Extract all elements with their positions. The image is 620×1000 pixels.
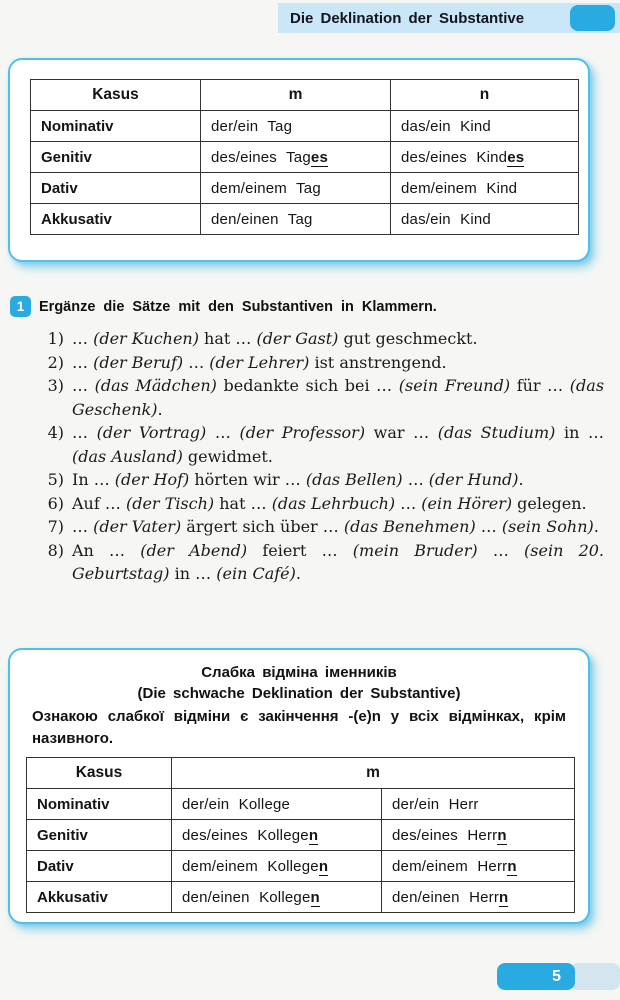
weak-declension-table-body xyxy=(27,789,575,913)
ending-highlight: n xyxy=(310,888,320,906)
chapter-header xyxy=(278,3,620,33)
declension-cell: der/ein Herr xyxy=(382,789,575,820)
strong-declension-table xyxy=(30,79,579,235)
kasus-cell: Genitiv xyxy=(27,820,172,851)
column-header-m: m xyxy=(172,758,575,789)
kasus-cell: Akkusativ xyxy=(27,882,172,913)
infobox-body-text: Ознакою слабкої відміни є закінчення -(e)n у всіх відмінках, крім називного. xyxy=(32,708,566,747)
page-number: 5 xyxy=(552,968,561,985)
infobox-title-ukrainian: Слабка відміна іменників xyxy=(201,664,397,681)
exercise-item: 2) … (der Beruf) … (der Lehrer) ist anstrengend. xyxy=(42,351,604,375)
item-number: 6) xyxy=(47,493,64,513)
column-header-n: n xyxy=(391,80,579,111)
strong-declension-table-body xyxy=(31,111,579,235)
declension-cell: dem/einem Tag xyxy=(201,173,391,204)
ending-highlight: n xyxy=(308,826,319,844)
ending-highlight: n xyxy=(497,826,507,844)
declension-cell: dem/einem Kind xyxy=(391,173,579,204)
exercise-item: 3) … (das Mädchen) bedankte sich bei … (sein Freund) für … (das Geschenk). xyxy=(42,374,604,421)
item-number: 1) xyxy=(47,329,64,348)
item-number: 2) xyxy=(47,352,64,372)
column-header-kasus: Kasus xyxy=(31,80,201,111)
ending-highlight: es xyxy=(310,148,328,166)
declension-cell: den/einen Herrn xyxy=(382,882,575,913)
header-chip-decoration xyxy=(570,5,615,31)
table-row xyxy=(27,851,575,882)
column-header-kasus: Kasus xyxy=(27,758,172,789)
item-number: 5) xyxy=(47,470,64,489)
exercise-item: 4) … (der Vortrag) … (der Professor) war … (das Studium) in … (das Ausland) gewidmet. xyxy=(42,421,604,468)
ending-highlight: es xyxy=(507,148,525,166)
exercise-item: 5) In … (der Hof) hörten wir … (das Bellen) … (der Hund). xyxy=(42,468,604,492)
kasus-cell: Genitiv xyxy=(31,142,201,173)
table-row xyxy=(31,173,579,204)
table-row xyxy=(27,789,575,820)
kasus-cell: Dativ xyxy=(27,851,172,882)
ending-highlight: n xyxy=(318,857,329,875)
table-header-row xyxy=(31,80,579,111)
declension-cell: das/ein Kind xyxy=(391,111,579,142)
declension-cell: des/eines Kindes xyxy=(391,142,579,173)
strong-declension-box xyxy=(8,58,590,262)
exercise-item: 1) … (der Kuchen) hat … (der Gast) gut geschmeckt. xyxy=(42,327,604,351)
column-header-m: m xyxy=(201,80,391,111)
ending-highlight: n xyxy=(507,857,517,875)
declension-cell: dem/einem Herrn xyxy=(382,851,575,882)
weak-declension-table xyxy=(26,757,575,913)
exercise-item: 7) … (der Vater) ärgert sich über … (das Benehmen) … (sein Sohn). xyxy=(42,515,604,539)
weak-declension-box xyxy=(8,648,590,924)
declension-cell: der/ein Tag xyxy=(201,111,391,142)
page-tab-decoration xyxy=(570,963,620,990)
kasus-cell: Dativ xyxy=(31,173,201,204)
exercise-title: Ergänze die Sätze mit den Substantiven in Klammern. xyxy=(39,299,437,315)
table-header-row xyxy=(27,758,575,789)
page-number-badge xyxy=(497,963,575,990)
declension-cell: das/ein Kind xyxy=(391,204,579,235)
declension-cell: den/einen Tag xyxy=(201,204,391,235)
exercise-1-section xyxy=(10,296,610,586)
kasus-cell: Nominativ xyxy=(27,789,172,820)
item-number: 7) xyxy=(47,517,64,536)
exercise-item: 8) An … (der Abend) feiert … (mein Bruder) … (sein 20. Geburtstag) in … (ein Café). xyxy=(42,539,604,586)
kasus-cell: Akkusativ xyxy=(31,204,201,235)
declension-cell: des/eines Tages xyxy=(201,142,391,173)
exercise-number-badge: 1 xyxy=(10,296,31,317)
page-footer xyxy=(0,963,620,990)
table-row xyxy=(27,820,575,851)
declension-cell: des/eines Herrn xyxy=(382,820,575,851)
kasus-cell: Nominativ xyxy=(31,111,201,142)
chapter-title: Die Deklination der Substantive xyxy=(290,9,525,27)
item-number: 3) xyxy=(47,376,64,395)
declension-cell: der/ein Kollege xyxy=(172,789,382,820)
table-row xyxy=(27,882,575,913)
item-number: 8) xyxy=(47,540,64,560)
exercise-item-list xyxy=(42,327,604,586)
infobox-title-german: (Die schwache Deklination der Substantive) xyxy=(137,685,461,702)
table-row xyxy=(31,142,579,173)
item-number: 4) xyxy=(47,423,64,442)
table-row xyxy=(31,111,579,142)
exercise-heading xyxy=(10,296,610,317)
ending-highlight: n xyxy=(499,888,509,906)
declension-cell: dem/einem Kollegen xyxy=(172,851,382,882)
declension-cell: des/eines Kollegen xyxy=(172,820,382,851)
table-row xyxy=(31,204,579,235)
declension-cell: den/einen Kollegen xyxy=(172,882,382,913)
exercise-item: 6) Auf … (der Tisch) hat … (das Lehrbuch) … (ein Hörer) gelegen. xyxy=(42,492,604,516)
